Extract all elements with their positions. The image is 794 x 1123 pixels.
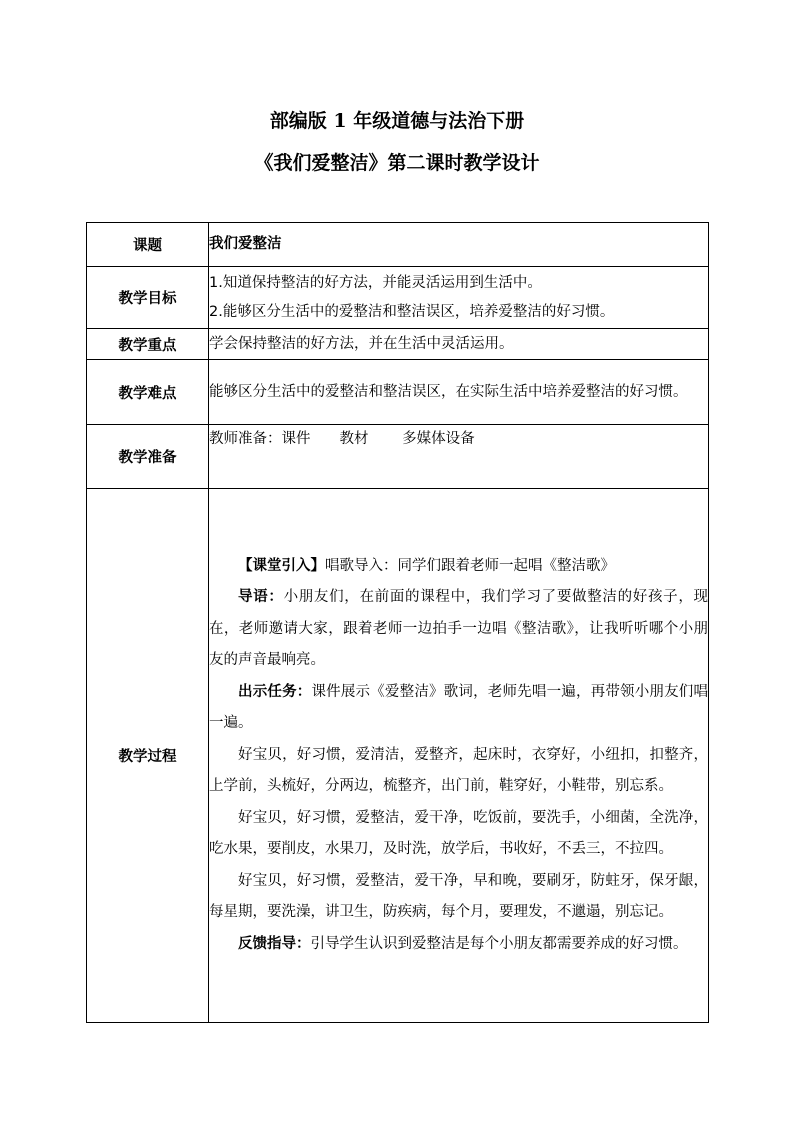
table-row-prep xyxy=(87,425,709,489)
topic-value: 我们爱整洁 xyxy=(209,223,709,267)
table-row-difficulty xyxy=(87,360,709,425)
process-task xyxy=(209,677,708,740)
process-guide xyxy=(209,582,708,677)
intro-text: 唱歌导入：同学们跟着老师一起唱《整洁歌》 xyxy=(325,557,615,574)
row-label-topic: 课题 xyxy=(87,223,209,267)
feedback-heading: 反馈指导： xyxy=(238,935,311,952)
prep-value: 教师准备：课件 教材 多媒体设备 xyxy=(209,425,709,489)
table-row-topic xyxy=(87,223,709,267)
task-heading: 出示任务： xyxy=(238,683,312,700)
process-feedback xyxy=(209,929,708,961)
process-value xyxy=(209,489,709,1023)
row-label-key: 教学重点 xyxy=(87,329,209,360)
process-intro xyxy=(209,551,708,583)
table-row-goals xyxy=(87,267,709,329)
row-label-process: 教学过程 xyxy=(87,489,209,1023)
lesson-plan-table xyxy=(86,222,709,1023)
document-title: 部编版 1 年级道德与法治下册 xyxy=(269,110,525,132)
goals-value xyxy=(209,267,709,329)
feedback-text: 引导学生认识到爱整洁是每个小朋友都需要养成的好习惯。 xyxy=(310,935,688,952)
lyric-verse-1: 好宝贝，好习惯，爱清洁，爱整齐，起床时，衣穿好，小纽扣，扣整齐，上学前，头梳好，分两边，梳整齐，出门前，鞋穿好，小鞋带，别忘系。 xyxy=(209,746,708,795)
difficulty-value: 能够区分生活中的爱整洁和整洁误区，在实际生活中培养爱整洁的好习惯。 xyxy=(209,360,709,425)
table-row-process xyxy=(87,489,709,1023)
lyric-verse-2: 好宝贝，好习惯，爱整洁，爱干净，吃饭前，要洗手，小细菌，全洗净，吃水果，要削皮，水果刀，及时洗，放学后，书收好，不丢三，不拉四。 xyxy=(209,809,708,858)
goal-item-1: 1.知道保持整洁的好方法，并能灵活运用到生活中。 xyxy=(209,274,542,291)
guide-text: 小朋友们，在前面的课程中，我们学习了要做整洁的好孩子，现在，老师邀请大家，跟着老师一边拍手一边唱《整洁歌》，让我听听哪个小朋友的声音最响亮。 xyxy=(209,589,709,669)
task-text: 课件展示《爱整洁》歌词，老师先唱一遍，再带领小朋友们唱一遍。 xyxy=(209,683,708,732)
guide-heading: 导语： xyxy=(238,589,284,606)
table-row-key xyxy=(87,329,709,360)
lyric-verse-3: 好宝贝，好习惯，爱整洁，爱干净，早和晚，要刷牙，防蛀牙，保牙龈，每星期，要洗澡，讲卫生，防疾病，每个月，要理发，不邋遢，别忘记。 xyxy=(209,872,708,921)
row-label-goals: 教学目标 xyxy=(87,267,209,329)
goal-item-2: 2.能够区分生活中的爱整洁和整洁误区，培养爱整洁的好习惯。 xyxy=(209,303,615,320)
row-label-difficulty: 教学难点 xyxy=(87,360,209,425)
intro-heading: 【课堂引入】 xyxy=(238,557,325,574)
key-value: 学会保持整洁的好方法，并在生活中灵活运用。 xyxy=(209,329,709,360)
document-subtitle: 《我们爱整洁》第二课时教学设计 xyxy=(254,152,540,174)
row-label-prep: 教学准备 xyxy=(87,425,209,489)
